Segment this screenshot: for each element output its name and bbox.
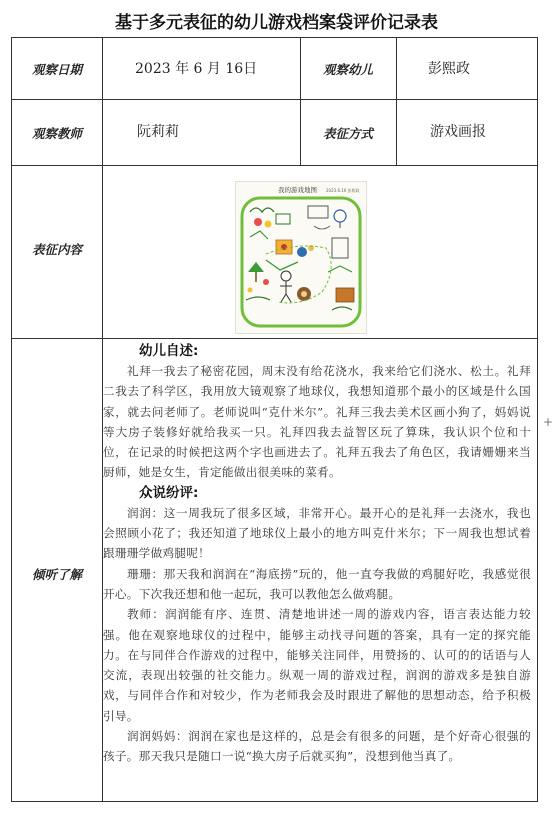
children-figures-sketch [280,271,311,302]
observed-child-label: 观察幼儿 [322,62,373,77]
group-comments-heading: 众说纷评: [139,484,199,501]
listening-content [103,341,531,767]
observation-date-label: 观察日期 [31,62,82,77]
child-self-statement-heading: 幼儿自述: [139,343,199,359]
comment-paragraph-shanshan: 珊珊：那天我和润润在“海底捞”玩的，他一直夸我做的鸡腿好吃，我感觉很开心。下次我还想和他一起玩，我可以教他怎么做鸡腿。 [103,566,531,601]
row-divider [12,338,537,339]
planting-sketch [246,262,270,300]
representation-method-value: 游戏画报 [430,124,486,140]
row-divider [12,99,537,100]
representation-method-label: 表征方式 [322,126,373,141]
art-area-sketch [266,240,314,270]
listening-label: 倾听了解 [31,567,82,582]
page-edge-marker: + [543,415,553,429]
science-area-sketch [308,206,346,229]
comment-paragraph-runrun: 润润：这一周我玩了很多区域，非常开心。最开心的是礼拜一去浇水，我也会照顾小花了；我还知道了地球仪上最小的地方叫克什米尔；下一周我也想试着跟珊珊学做鸡腿呢！ [103,505,531,561]
drawing-author-note: 2023.6.16 彭熙政 [326,188,360,193]
middle-divider [396,38,397,165]
representation-content-label: 表征内容 [31,242,82,257]
observing-teacher-value: 阮莉莉 [137,124,179,140]
child-game-map-drawing [235,181,367,334]
game-map-illustration [236,182,366,333]
document-title: 基于多元表征的幼儿游戏档案袋评价记录表 [115,13,438,33]
row-divider [12,165,537,166]
middle-divider [300,38,301,165]
comment-paragraph-teacher: 教师：润润能有序、连贯、清楚地讲述一周的游戏内容，语言表达能力较强。他在观察地球仪的过程中，能够主动找寻问题的答案，具有一定的探究能力。在与同伴合作游戏的过程中，能够关注同伴，用赞扬的、认可的的话语与人交流，表现出较强的社交能力。纵观一周的游戏过程，润润的游戏多是独自游戏，与同伴合作和对较少，作为老师我会及时跟进了解他的思想动态，给予积极引导。 [103,607,531,723]
role-play-area-sketch [328,238,354,310]
observed-child-value: 彭熙政 [428,61,470,77]
comment-paragraph-mother: 润润妈妈：润润在家也是这样的，总是会有很多的问题，是个好奇心很强的孩子。那天我只是随口一说“换大房子后就买狗”，没想到他当真了。 [103,729,531,764]
child-self-statement-text: 礼拜一我去了秘密花园，周末没有给花浇水，我来给它们浇水、松土。礼拜二我去了科学区，我用放大镜观察了地球仪，我想知道那个最小的区域是什么国家，就去问老师了。老师说叫“克什米尔”。礼拜三我去美术区画小狗了，妈妈说等大房子装修好就给我买一只。礼拜四我去益智区玩了算珠，我认识个位和十位，在记录的时候把这两个字也画进去了。礼拜五我去了角色区，我请姗姗来当厨师，她是女生，肯定能做出很美味的菜肴。 [103,364,531,480]
observation-date-value: 2023 年 6 月 16日 [135,61,258,77]
observing-teacher-label: 观察教师 [31,126,82,141]
drawing-title: 我的游戏地图 [278,186,317,194]
secret-garden-sketch [250,208,290,239]
